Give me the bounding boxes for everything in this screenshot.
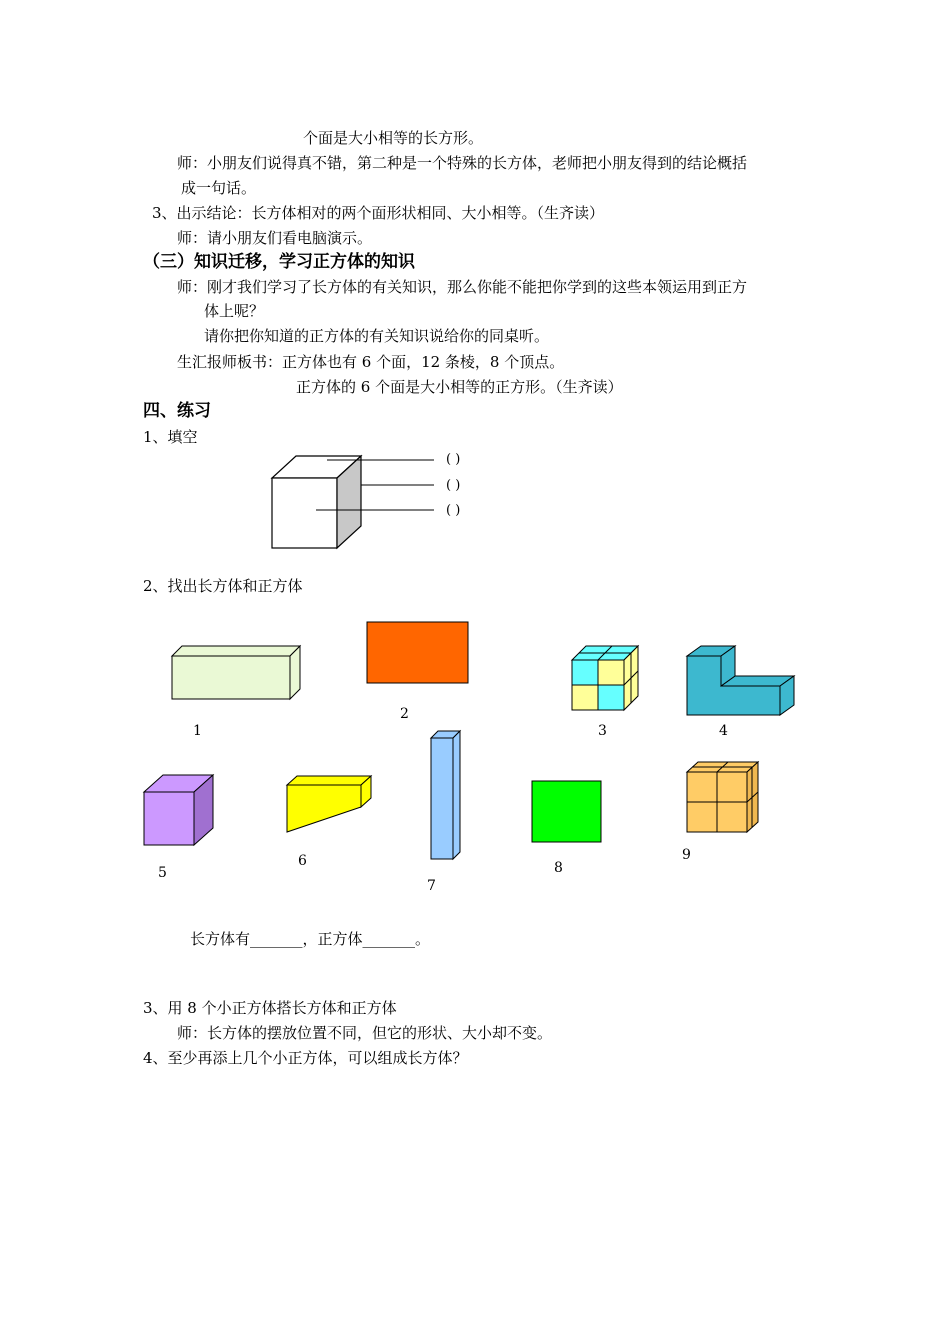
shape-7-tall-bar bbox=[428, 729, 464, 863]
shape-9-front-br bbox=[717, 802, 747, 832]
shape-3-front-bl bbox=[572, 685, 598, 710]
shape-6-top bbox=[287, 776, 371, 785]
shape-9-cube bbox=[684, 760, 762, 836]
text-line: 师：请小朋友们看电脑演示。 bbox=[177, 229, 373, 247]
shape-2-face bbox=[367, 622, 468, 683]
answer-line: 长方体有_______，正方体_______。 bbox=[190, 930, 431, 948]
text-line: 正方体的 6 个面是大小相等的正方形。（生齐读） bbox=[296, 378, 623, 396]
text-line: 个面是大小相等的长方形。 bbox=[303, 129, 484, 147]
shape-5-cube bbox=[141, 772, 217, 848]
shape-1-front bbox=[172, 656, 290, 699]
shape-6-front bbox=[287, 785, 361, 832]
shape-9-front-bl bbox=[687, 802, 717, 832]
shape-1-top bbox=[172, 646, 300, 656]
text-line: 成一句话。 bbox=[181, 179, 257, 197]
shape-number: 5 bbox=[158, 865, 167, 881]
text-line: 体上呢？ bbox=[204, 302, 265, 320]
text-line: 师：长方体的摆放位置不同，但它的形状、大小却不变。 bbox=[177, 1024, 553, 1042]
shape-number: 1 bbox=[193, 723, 202, 739]
question-label: 2、找出长方体和正方体 bbox=[143, 577, 303, 595]
shape-number: 9 bbox=[682, 847, 691, 863]
cube-front-face bbox=[272, 478, 337, 548]
question-label: 3、用 8 个小正方体搭长方体和正方体 bbox=[143, 999, 397, 1017]
text-line: 生汇报师板书：正方体也有 6 个面，12 条棱，8 个顶点。 bbox=[177, 353, 565, 371]
text-line: 请你把你知道的正方体的有关知识说给你的同桌听。 bbox=[204, 327, 550, 345]
shape-6-wedge bbox=[284, 773, 376, 835]
shape-1-side bbox=[290, 646, 300, 699]
shape-8-square bbox=[531, 780, 603, 844]
shape-7-front bbox=[431, 738, 453, 859]
shape-number: 7 bbox=[427, 878, 436, 894]
shape-3-front-tl bbox=[572, 660, 598, 685]
text-line: 师：小朋友们说得真不错，第二种是一个特殊的长方体，老师把小朋友得到的结论概括 bbox=[177, 154, 748, 172]
section-heading: （三）知识迁移，学习正方体的知识 bbox=[143, 252, 415, 272]
shape-9-front-tl bbox=[687, 772, 717, 802]
shape-3-front-tr bbox=[598, 660, 624, 685]
cube-diagram bbox=[268, 454, 508, 554]
section-heading: 四、练习 bbox=[143, 401, 211, 421]
shape-3-front-br bbox=[598, 685, 624, 710]
answer-blank: ( ) bbox=[446, 478, 461, 493]
question-label: 1、填空 bbox=[143, 428, 198, 446]
shape-8-face bbox=[532, 781, 601, 842]
shape-number: 6 bbox=[298, 853, 307, 869]
shape-1-cuboid bbox=[170, 644, 304, 702]
answer-blank: ( ) bbox=[446, 503, 461, 518]
answer-blank: ( ) bbox=[446, 452, 461, 467]
shape-3-cube bbox=[569, 644, 643, 714]
shape-number: 8 bbox=[554, 860, 563, 876]
text-line: 3、出示结论：长方体相对的两个面形状相同、大小相等。（生齐读） bbox=[152, 204, 605, 222]
shape-7-side bbox=[453, 731, 460, 859]
shape-number: 3 bbox=[598, 723, 607, 739]
shape-2-rectangle bbox=[366, 621, 470, 685]
shape-9-front-tr bbox=[717, 772, 747, 802]
shape-4-l-block bbox=[684, 644, 798, 718]
shape-number: 2 bbox=[400, 706, 409, 722]
shape-number: 4 bbox=[719, 723, 728, 739]
text-line: 师：刚才我们学习了长方体的有关知识，那么你能不能把你学到的这些本领运用到正方 bbox=[177, 278, 748, 296]
shape-5-front bbox=[144, 792, 194, 845]
question-label: 4、至少再添上几个小正方体，可以组成长方体？ bbox=[143, 1049, 468, 1067]
